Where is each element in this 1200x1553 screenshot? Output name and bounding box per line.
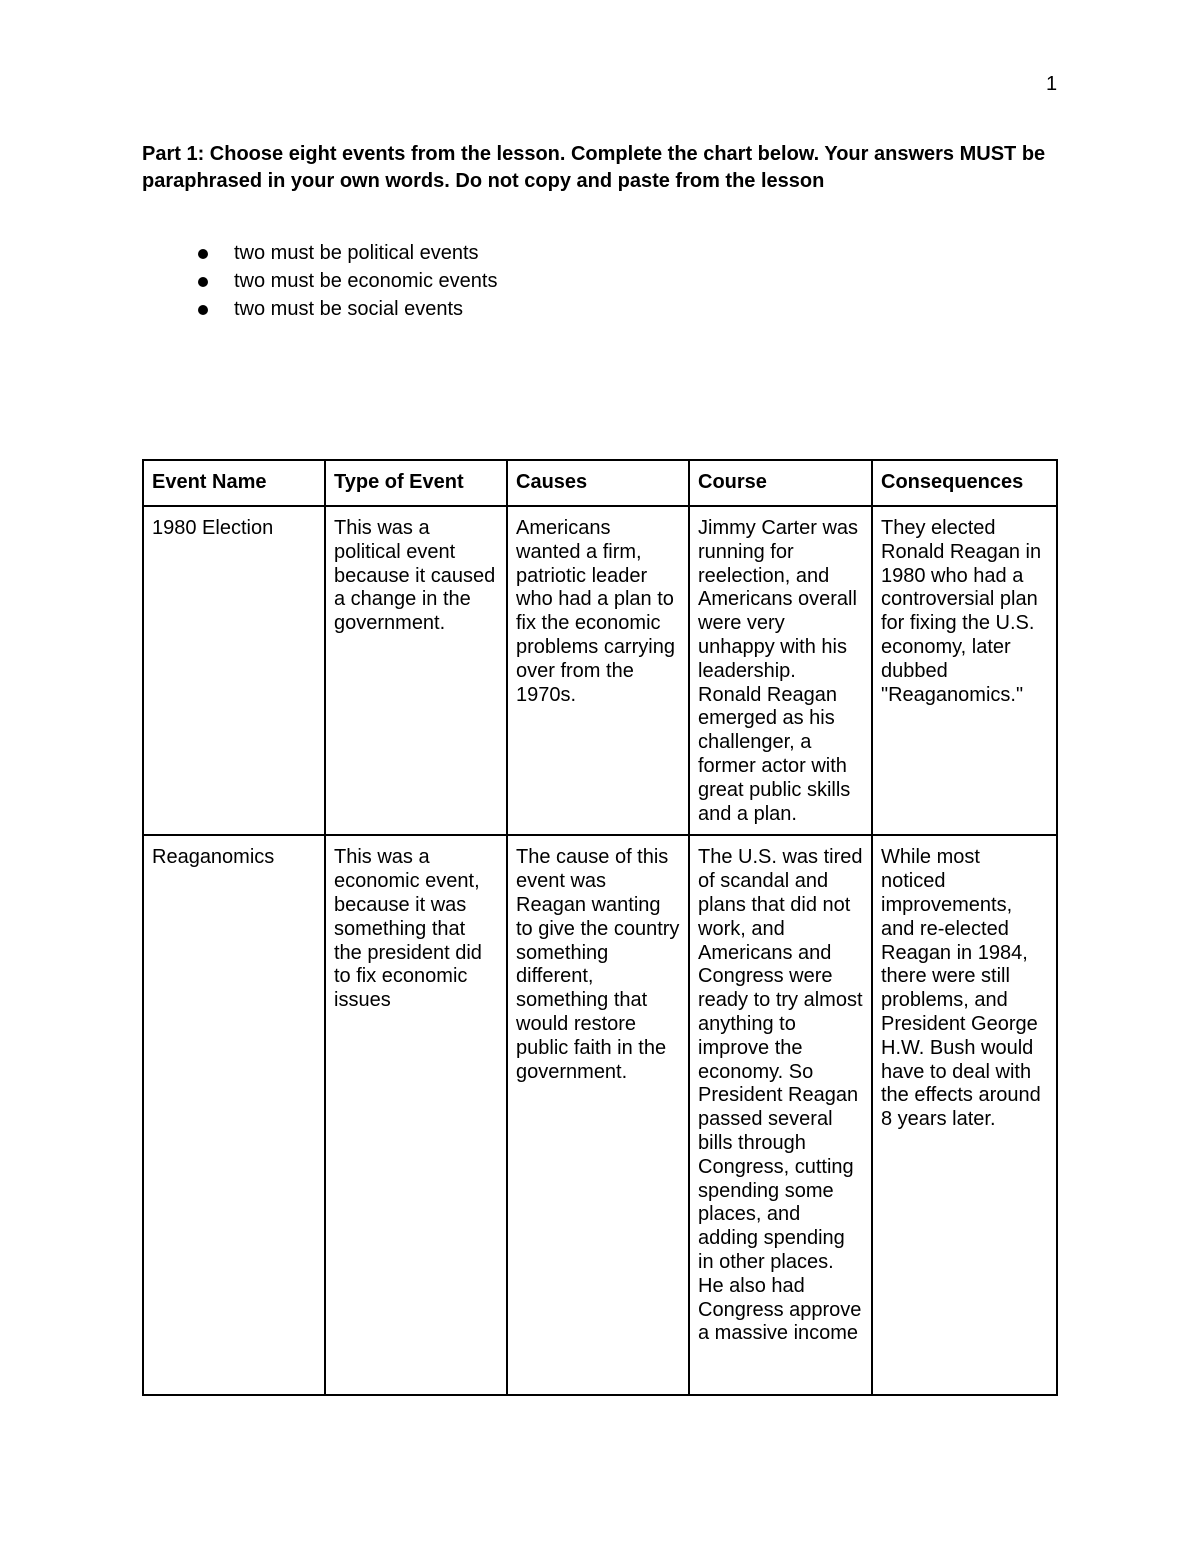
list-item-text: two must be social events [234,298,463,320]
page-number: 1 [1046,73,1058,95]
table-row [143,835,1057,1395]
bullet-icon [198,305,208,315]
list-item-text: two must be political events [234,242,479,264]
header-causes: Causes [507,460,689,506]
cell-event-name: Reaganomics [143,835,325,1395]
list-item [196,267,497,295]
requirements-list [196,239,497,323]
cell-event-name: 1980 Election [143,506,325,835]
list-item-text: two must be economic events [234,270,498,292]
cell-causes: The cause of this event was Reagan wanting to give the country something different, something that would restore public faith in the government. [507,835,689,1395]
cell-course: The U.S. was tired of scandal and plans that did not work, and Americans and Congress were ready to try almost anything to improve the economy. So President Reagan passed several bills through Congress, cutting spending some places, and adding spending in other places. He also had Congress approve a massive income [689,835,872,1395]
cell-type-of-event: This was a political event because it caused a change in the government. [325,506,507,835]
cell-type-of-event: This was a economic event, because it was something that the president did to fix economic issues [325,835,507,1395]
header-type-of-event: Type of Event [325,460,507,506]
list-item [196,295,497,323]
header-consequences: Consequences [872,460,1057,506]
bullet-icon [198,277,208,287]
cell-consequences: While most noticed improvements, and re-elected Reagan in 1984, there were still problems, and President George H.W. Bush would have to deal with the effects around 8 years later. [872,835,1057,1395]
table-row [143,506,1057,835]
cell-consequences: They elected Ronald Reagan in 1980 who had a controversial plan for fixing the U.S. economy, later dubbed "Reaganomics." [872,506,1057,835]
header-course: Course [689,460,872,506]
cell-causes: Americans wanted a firm, patriotic leader who had a plan to fix the economic problems carrying over from the 1970s. [507,506,689,835]
cell-course: Jimmy Carter was running for reelection, and Americans overall were very unhappy with his leadership. Ronald Reagan emerged as his challenger, a former actor with great public skills and a plan. [689,506,872,835]
table-header-row [143,460,1057,506]
list-item [196,239,497,267]
header-event-name: Event Name [143,460,325,506]
events-chart-table [142,459,1058,1396]
instructions-heading: Part 1: Choose eight events from the lesson. Complete the chart below. Your answers MUST be paraphrased in your own words. Do not copy and paste from the lesson [142,143,1046,192]
bullet-icon [198,249,208,259]
